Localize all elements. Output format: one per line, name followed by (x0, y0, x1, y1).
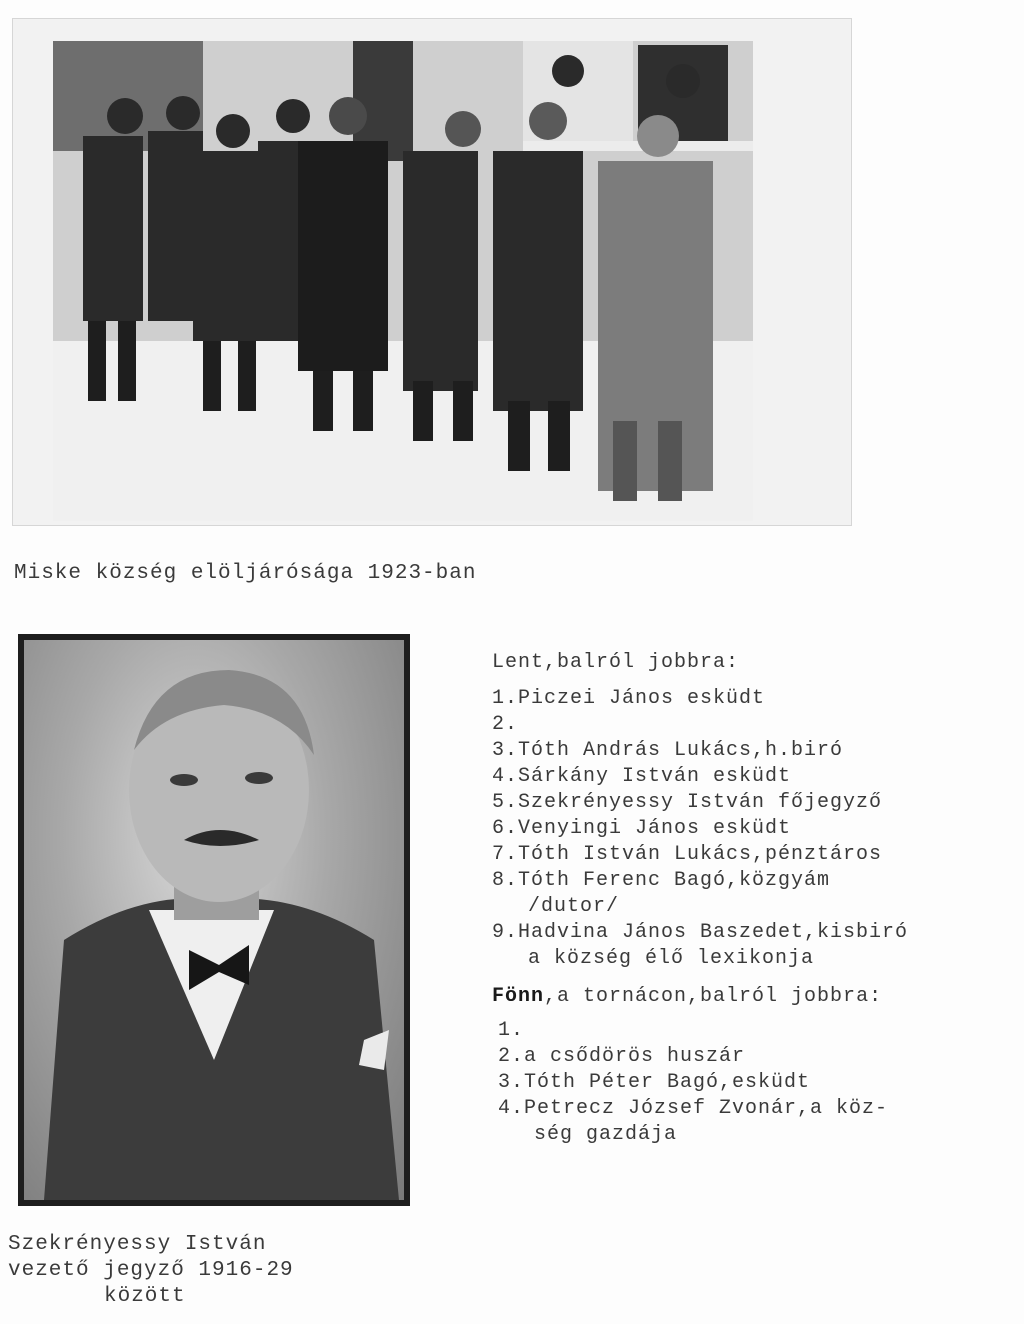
legend-heading-upper-rest: ,a tornácon,balról jobbra: (544, 985, 883, 1008)
legend-item-continuation: /dutor/ (528, 895, 620, 918)
legend-heading-upper (492, 984, 1012, 1010)
portrait-photo-image (24, 640, 404, 1200)
legend-item: 8.Tóth Ferenc Bagó,közgyám (492, 869, 831, 892)
group-photo-image (53, 41, 753, 521)
photo-legend (492, 650, 1012, 1148)
portrait-photo (24, 640, 404, 1200)
legend-item-continuation: a község élő lexikonja (528, 947, 815, 970)
legend-item: 6.Venyingi János esküdt (492, 817, 792, 840)
legend-heading-upper-bold: Fönn (492, 985, 545, 1008)
legend-upper-item: 4.Petrecz József Zvonár,a köz- (498, 1097, 889, 1120)
group-photo-caption: Miske község elöljárósága 1923-ban (14, 562, 477, 585)
portrait-caption-line3: között (104, 1285, 186, 1308)
legend-item: 4.Sárkány István esküdt (492, 765, 792, 788)
portrait-photo-frame (18, 634, 410, 1206)
legend-upper-item: 1. (498, 1019, 525, 1042)
legend-heading-lower: Lent,balról jobbra: (492, 651, 740, 674)
legend-item: 3.Tóth András Lukács,h.biró (492, 739, 844, 762)
legend-item: 9.Hadvina János Baszedet,kisbiró (492, 921, 909, 944)
legend-upper-item: 3.Tóth Péter Bagó,esküdt (498, 1071, 811, 1094)
portrait-caption (8, 1232, 368, 1310)
group-photo-frame (12, 18, 852, 526)
legend-upper-item: 2.a csődörös huszár (498, 1045, 746, 1068)
legend-item: 1.Piczei János esküdt (492, 687, 766, 710)
legend-item: 5.Szekrényessy István főjegyző (492, 791, 883, 814)
legend-item: 2. (492, 713, 519, 736)
legend-item: 7.Tóth István Lukács,pénztáros (492, 843, 883, 866)
group-photo (53, 41, 753, 521)
portrait-caption-line1: Szekrényessy István (8, 1233, 267, 1256)
legend-upper-item-continuation: ség gazdája (534, 1123, 678, 1146)
portrait-caption-line2: vezető jegyző 1916-29 (8, 1259, 294, 1282)
